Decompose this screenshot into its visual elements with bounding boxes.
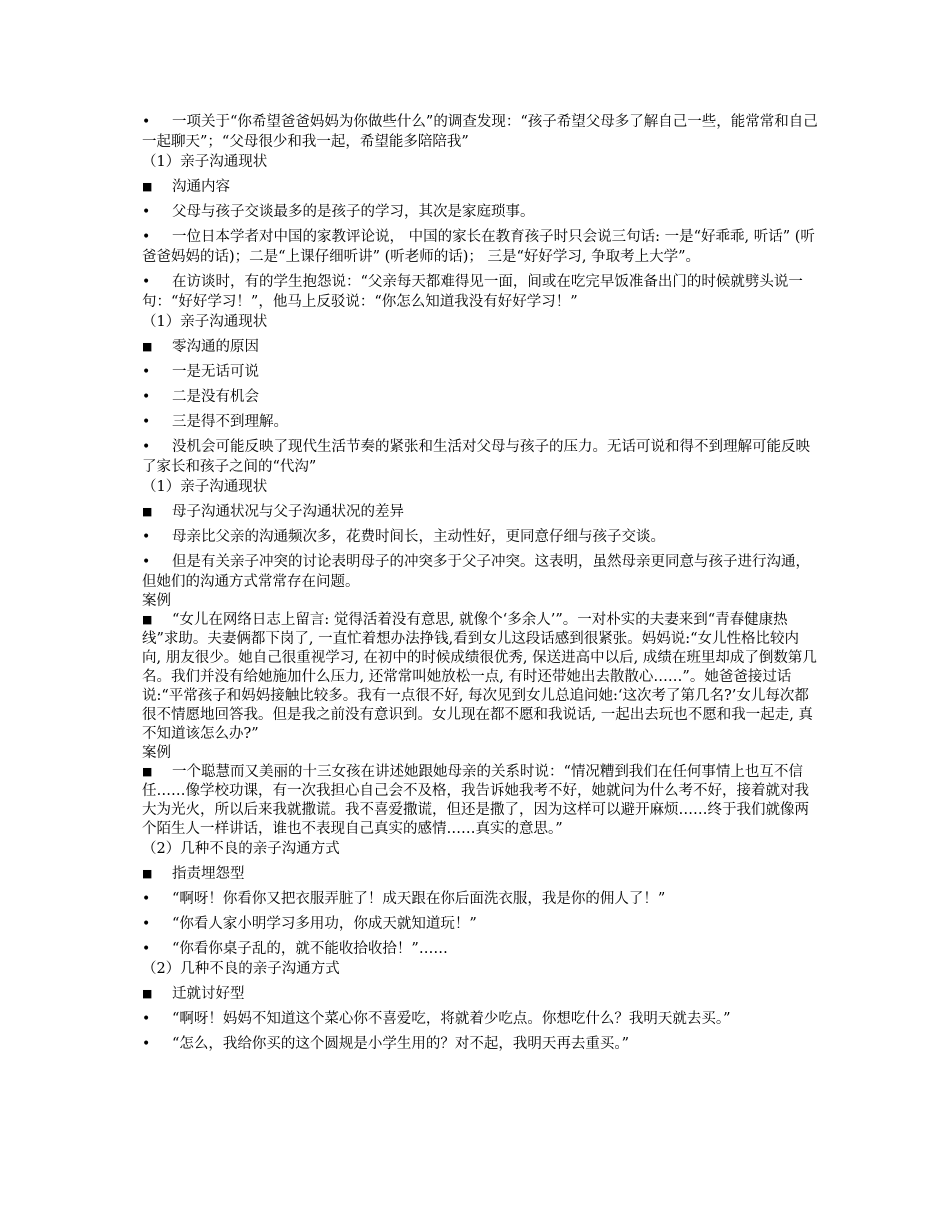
bullet-item bbox=[142, 1034, 818, 1054]
paragraph-text: 但是有关亲子冲突的讨论表明母子的冲突多于父子冲突。这表明，虽然母亲更同意与孩子进行沟通，但她们的沟通方式常常存在问题。 bbox=[142, 554, 810, 590]
bullet-marker: • bbox=[142, 229, 151, 245]
bullet-item bbox=[142, 362, 818, 382]
bullet-marker: • bbox=[142, 414, 151, 430]
item-text: 一是无话可说 bbox=[172, 364, 259, 380]
square-marker: ■ bbox=[142, 987, 153, 1000]
item-text: 三是得不到理解。 bbox=[172, 414, 288, 430]
bullet-marker: • bbox=[142, 1036, 151, 1052]
square-marker: ■ bbox=[142, 340, 153, 353]
bullet-marker: • bbox=[142, 364, 151, 380]
section-heading: （1）亲子沟通现状 bbox=[142, 314, 268, 330]
item-text: 沟通内容 bbox=[172, 179, 230, 195]
document-content bbox=[142, 112, 818, 1054]
item-text: “怎么，我给你买的这个圆规是小学生用的？对不起，我明天再去重买。” bbox=[172, 1036, 630, 1052]
section-heading: （1）亲子沟通现状 bbox=[142, 154, 268, 170]
bullet-paragraph bbox=[142, 272, 818, 312]
bullet-paragraph bbox=[142, 527, 818, 547]
item-text: 零沟通的原因 bbox=[172, 339, 259, 355]
item-text: 指责埋怨型 bbox=[172, 866, 245, 882]
bullet-marker: • bbox=[142, 389, 151, 405]
case-heading: 案例 bbox=[142, 593, 171, 609]
item-text: 母子沟通状况与父子沟通状况的差异 bbox=[172, 504, 404, 520]
bullet-marker: • bbox=[142, 529, 151, 545]
paragraph-text: 一位日本学者对中国的家教评论说， 中国的家长在教育孩子时只会说三句话: 一是“好乖乖, 听话” (听爸爸妈妈的话)；二是“上课仔细听讲” (听老师的话)； 三是“好好学习, 争取考上大学”。 bbox=[142, 229, 815, 265]
section-heading: （2）几种不良的亲子沟通方式 bbox=[142, 961, 340, 977]
paragraph-text: 母亲比父亲的沟通频次多，花费时间长，主动性好，更同意仔细与孩子交谈。 bbox=[172, 529, 665, 545]
bullet-marker: • bbox=[142, 941, 151, 957]
square-bullet-item bbox=[142, 337, 818, 357]
bullet-item bbox=[142, 387, 818, 407]
case-paragraph bbox=[142, 610, 818, 744]
bullet-paragraph bbox=[142, 552, 818, 592]
square-marker: ■ bbox=[142, 867, 153, 880]
bullet-paragraph bbox=[142, 227, 818, 267]
bullet-paragraph bbox=[142, 1009, 818, 1029]
bullet-marker: • bbox=[142, 891, 151, 907]
item-text: “你看你桌子乱的，就不能收拾收拾！”…… bbox=[172, 941, 448, 957]
bullet-paragraph bbox=[142, 437, 818, 477]
square-marker: ■ bbox=[142, 613, 153, 626]
bullet-marker: • bbox=[142, 1011, 151, 1027]
square-bullet-item bbox=[142, 984, 818, 1004]
bullet-marker: • bbox=[142, 204, 151, 220]
bullet-marker: • bbox=[142, 114, 151, 130]
paragraph-text: “女儿在网络日志上留言: 觉得活着没有意思, 就像个‘多余人’”。一对朴实的夫妻来到“青春健康热线”求助。夫妻俩都下岗了, 一直忙着想办法挣钱,看到女儿这段话感到很紧张。妈妈说:“女儿性格比较内向, 朋友很少。她自己很重视学习, 在初中的时候成绩很优秀, 保送进高中以后, 成绩在班里却成了倒数第几名。我们并没有给她施加什么压力, 还常常叫她放松一点, 有时还带她出去散散心……”。她爸爸接过话说:“平常孩子和妈妈接触比较多。我有一点很不好, 每次见到女儿总追问她:‘这次考了第几名?’女儿每次都很不情愿地回答我。但是我之前没有意识到。女儿现在都不愿和我说话, 一起出去玩也不愿和我一起走, 真不知道该怎么办?” bbox=[142, 612, 817, 742]
bullet-marker: • bbox=[142, 916, 151, 932]
item-text: “啊呀！你看你又把衣服弄脏了！成天跟在你后面洗衣服，我是你的佣人了！” bbox=[172, 891, 666, 907]
square-marker: ■ bbox=[142, 505, 153, 518]
item-text: 二是没有机会 bbox=[172, 389, 259, 405]
paragraph-text: 一个聪慧而又美丽的十三女孩在讲述她跟她母亲的关系时说：“情况糟到我们在任何事情上也互不信任……像学校功课，有一次我担心自己会不及格，我告诉她我考不好，她就问为什么考不好，接着就对我大为光火，所以后来我就撒谎。我不喜爱撒谎，但还是撒了，因为这样可以避开麻烦……终于我们就像两个陌生人一样讲话，谁也不表现自己真实的感情……真实的意思。” bbox=[142, 764, 809, 837]
bullet-paragraph bbox=[142, 112, 818, 152]
item-text: “你看人家小明学习多用功，你成天就知道玩！” bbox=[172, 916, 477, 932]
paragraph-text: 父母与孩子交谈最多的是孩子的学习，其次是家庭琐事。 bbox=[172, 204, 535, 220]
bullet-marker: • bbox=[142, 554, 151, 570]
square-bullet-item bbox=[142, 177, 818, 197]
bullet-item bbox=[142, 914, 818, 934]
item-text: 迁就讨好型 bbox=[172, 986, 245, 1002]
bullet-marker: • bbox=[142, 439, 151, 455]
paragraph-text: “啊呀！妈妈不知道这个菜心你不喜爱吃，将就着少吃点。你想吃什么？我明天就去买。” bbox=[172, 1011, 731, 1027]
square-marker: ■ bbox=[142, 180, 153, 193]
paragraph-text: 一项关于“你希望爸爸妈妈为你做些什么”的调查发现：“孩子希望父母多了解自己一些，能常常和自己一起聊天”；“父母很少和我一起，希望能多陪陪我” bbox=[142, 114, 818, 150]
paragraph-text: 没机会可能反映了现代生活节奏的紧张和生活对父母与孩子的压力。无话可说和得不到理解可能反映了家长和孩子之间的“代沟” bbox=[142, 439, 810, 475]
case-heading: 案例 bbox=[142, 745, 171, 761]
section-heading: （2）几种不良的亲子沟通方式 bbox=[142, 841, 340, 857]
case-paragraph bbox=[142, 762, 818, 839]
bullet-item bbox=[142, 939, 818, 959]
paragraph-text: 在访谈时，有的学生抱怨说：“父亲每天都难得见一面，间或在吃完早饭准备出门的时候就劈头说一句：“好好学习！”，他马上反驳说：“你怎么知道我没有好好学习！” bbox=[142, 274, 803, 310]
square-bullet-item bbox=[142, 502, 818, 522]
bullet-marker: • bbox=[142, 274, 151, 290]
bullet-item bbox=[142, 889, 818, 909]
square-bullet-item bbox=[142, 864, 818, 884]
section-heading: （1）亲子沟通现状 bbox=[142, 479, 268, 495]
square-marker: ■ bbox=[142, 765, 153, 778]
bullet-paragraph bbox=[142, 202, 818, 222]
bullet-item bbox=[142, 412, 818, 432]
